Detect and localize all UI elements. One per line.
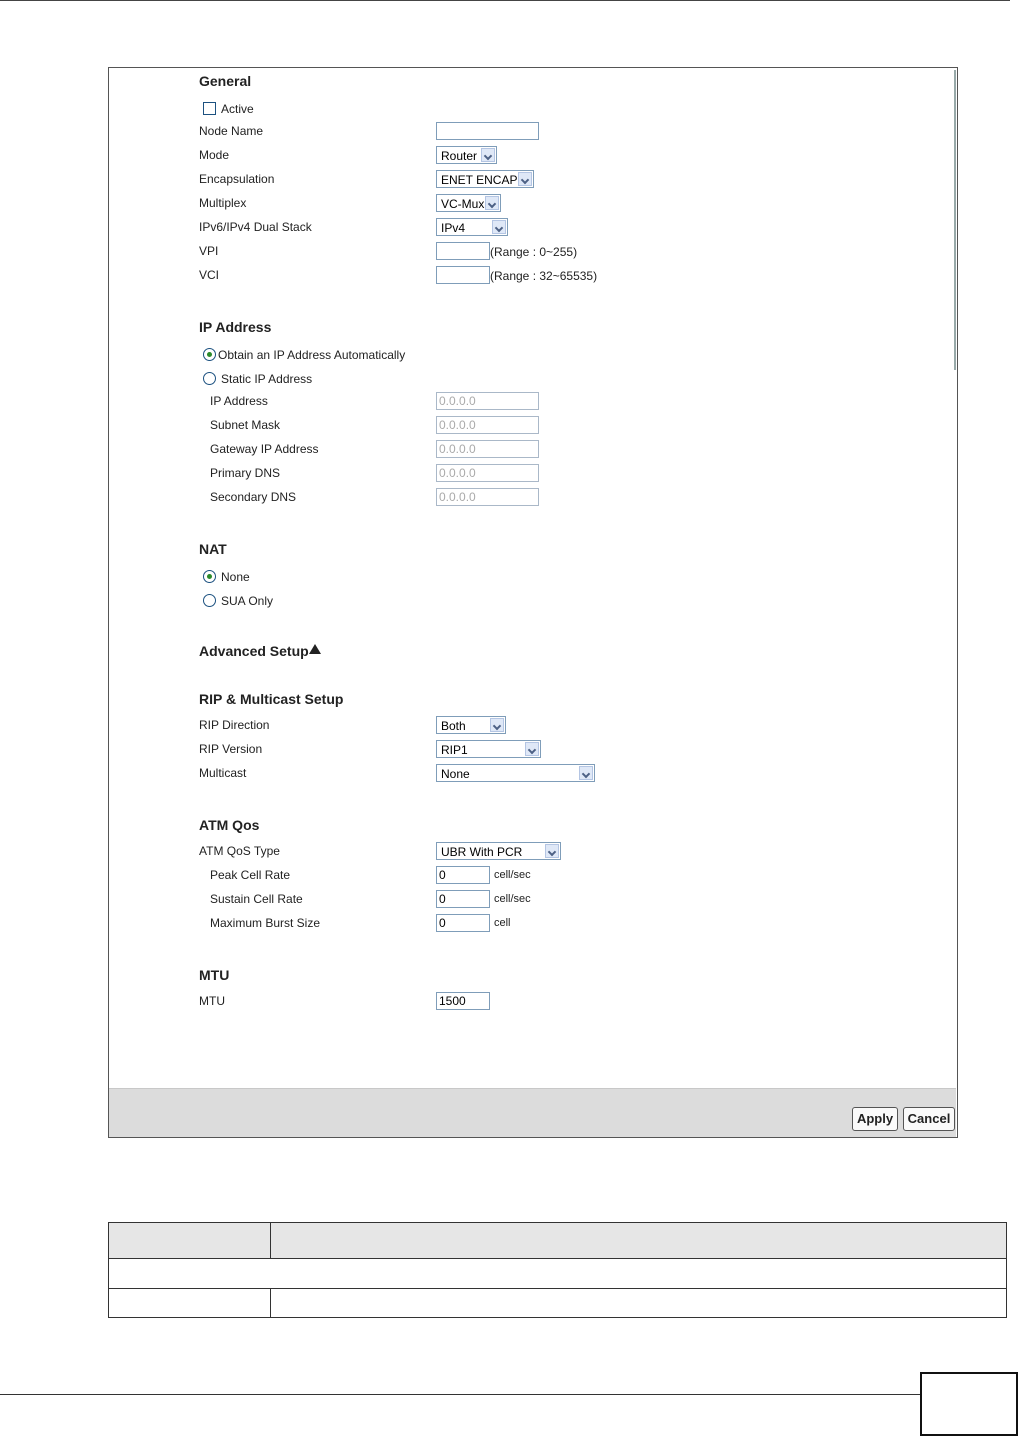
mode-select-value: Router <box>441 149 478 163</box>
encapsulation-select[interactable] <box>436 170 534 188</box>
table-header-cell <box>271 1223 1007 1259</box>
multicast-label: Multicast <box>199 766 247 780</box>
general-title: General <box>199 73 252 89</box>
auto-ip-radio[interactable] <box>203 348 216 361</box>
table-cell <box>109 1289 271 1318</box>
ip-address-title: IP Address <box>199 319 272 335</box>
chevron-down-icon <box>579 766 593 780</box>
bottom-rule <box>0 1394 920 1395</box>
peak-cell-rate-label: Peak Cell Rate <box>210 868 291 882</box>
static-ip-radio[interactable] <box>203 372 216 385</box>
peak-cell-rate-unit: cell/sec <box>494 869 531 881</box>
rip-version-value: RIP1 <box>441 743 468 757</box>
vpi-input[interactable] <box>436 242 490 260</box>
table-header-row <box>109 1223 1007 1259</box>
chevron-down-icon <box>485 196 499 210</box>
sustain-cell-rate-unit: cell/sec <box>494 893 531 905</box>
nat-none-radio[interactable] <box>203 570 216 583</box>
max-burst-size-unit: cell <box>494 917 511 929</box>
mode-label: Mode <box>199 148 230 162</box>
atm-qos-title: ATM Qos <box>199 817 260 833</box>
gateway-label: Gateway IP Address <box>210 442 319 456</box>
top-rule <box>0 0 1010 1</box>
node-name-input[interactable] <box>436 122 539 140</box>
panel-scrollbar[interactable] <box>954 70 956 370</box>
field-description-table <box>108 1222 1007 1318</box>
vci-label: VCI <box>199 268 220 282</box>
vci-input[interactable] <box>436 266 490 284</box>
chevron-down-icon <box>525 742 539 756</box>
primary-dns-input[interactable]: 0.0.0.0 <box>436 464 539 482</box>
chevron-down-icon <box>490 718 504 732</box>
atm-qos-type-select[interactable] <box>436 842 561 860</box>
peak-cell-rate-input[interactable]: 0 <box>436 866 490 884</box>
nat-title: NAT <box>199 541 227 557</box>
nat-sua-radio[interactable] <box>203 594 216 607</box>
multicast-select[interactable] <box>436 764 595 782</box>
table-row <box>109 1259 1007 1289</box>
nat-none-label: None <box>221 570 250 584</box>
dual-stack-select-value: IPv4 <box>441 221 466 235</box>
multicast-value: None <box>441 767 470 781</box>
encapsulation-select-value: ENET ENCAP <box>441 173 518 187</box>
chevron-down-icon <box>481 148 495 162</box>
rip-direction-select[interactable] <box>436 716 506 734</box>
secondary-dns-label: Secondary DNS <box>210 490 297 504</box>
apply-button[interactable]: Apply <box>852 1107 898 1131</box>
mode-select[interactable] <box>436 146 497 164</box>
rip-multicast-title: RIP & Multicast Setup <box>199 691 344 707</box>
rip-direction-label: RIP Direction <box>199 718 270 732</box>
vpi-label: VPI <box>199 244 219 258</box>
vci-range: (Range : 32~65535) <box>490 269 598 283</box>
table-cell <box>109 1259 1007 1289</box>
table-header-cell <box>109 1223 271 1259</box>
table-row <box>109 1289 1007 1318</box>
primary-dns-label: Primary DNS <box>210 466 281 480</box>
table-cell <box>271 1289 1007 1318</box>
mtu-label: MTU <box>199 994 225 1008</box>
node-name-label: Node Name <box>199 124 264 138</box>
mtu-input[interactable]: 1500 <box>436 992 490 1010</box>
subnet-mask-input[interactable]: 0.0.0.0 <box>436 416 539 434</box>
rip-version-select[interactable] <box>436 740 541 758</box>
button-bar <box>109 1088 956 1137</box>
active-label: Active <box>221 102 254 116</box>
dual-stack-label: IPv6/IPv4 Dual Stack <box>199 220 312 234</box>
max-burst-size-input[interactable]: 0 <box>436 914 490 932</box>
mtu-title: MTU <box>199 967 230 983</box>
dual-stack-select[interactable] <box>436 218 508 236</box>
secondary-dns-input[interactable]: 0.0.0.0 <box>436 488 539 506</box>
rip-version-label: RIP Version <box>199 742 263 756</box>
vpi-range: (Range : 0~255) <box>490 245 578 259</box>
page-number-box <box>920 1372 1018 1436</box>
encapsulation-label: Encapsulation <box>199 172 275 186</box>
max-burst-size-label: Maximum Burst Size <box>210 916 321 930</box>
gateway-input[interactable]: 0.0.0.0 <box>436 440 539 458</box>
atm-qos-type-label: ATM QoS Type <box>199 844 280 858</box>
rip-direction-value: Both <box>441 719 466 733</box>
sustain-cell-rate-input[interactable]: 0 <box>436 890 490 908</box>
advanced-setup-toggle[interactable] <box>199 643 309 659</box>
static-ip-label: Static IP Address <box>221 372 313 386</box>
multiplex-select[interactable] <box>436 194 501 212</box>
chevron-down-icon <box>545 844 559 858</box>
atm-qos-type-value: UBR With PCR <box>441 845 523 859</box>
nat-sua-label: SUA Only <box>221 594 274 608</box>
multiplex-label: Multiplex <box>199 196 247 210</box>
active-checkbox[interactable] <box>203 102 216 115</box>
advanced-setup-label: Advanced Setup <box>199 643 309 659</box>
subnet-mask-label: Subnet Mask <box>210 418 281 432</box>
triangle-up-icon[interactable] <box>309 644 321 654</box>
auto-ip-label: Obtain an IP Address Automatically <box>218 348 406 362</box>
ip-address-label: IP Address <box>210 394 268 408</box>
sustain-cell-rate-label: Sustain Cell Rate <box>210 892 303 906</box>
multiplex-select-value: VC-Mux <box>441 197 485 211</box>
chevron-down-icon <box>492 220 506 234</box>
cancel-button[interactable]: Cancel <box>903 1107 955 1131</box>
ip-address-input[interactable]: 0.0.0.0 <box>436 392 539 410</box>
chevron-down-icon <box>518 172 532 186</box>
